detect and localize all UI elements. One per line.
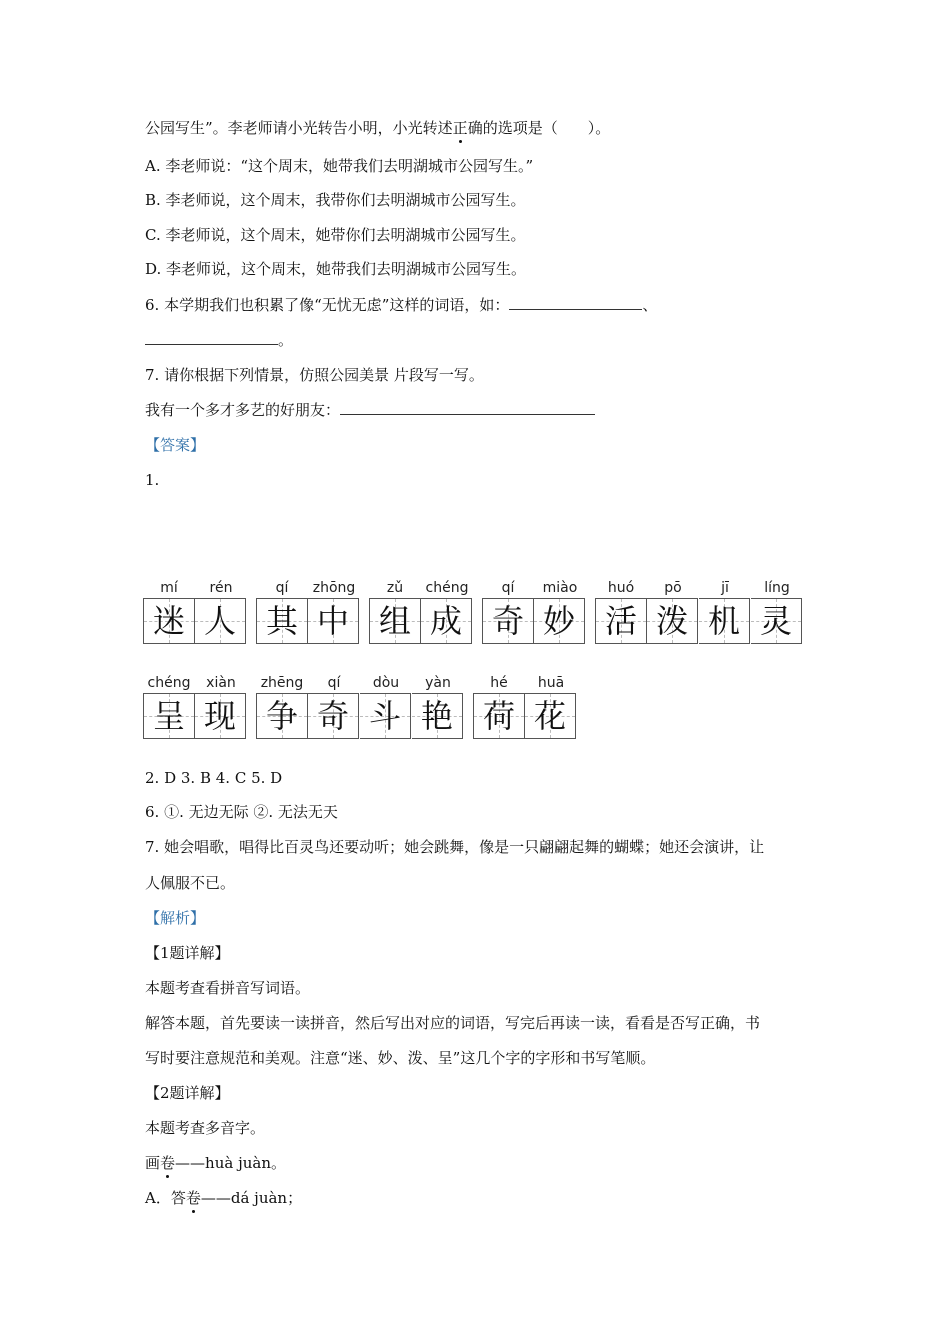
hanzi-character: 荷 (482, 697, 515, 735)
detail-1-line-3: 写时要注意规范和美观。注意“迷、妙、泼、呈”这几个字的字形和书写笔顺。 (145, 1049, 656, 1067)
character-cell (308, 673, 360, 739)
tianzige-box (143, 598, 195, 644)
pinyin-word (595, 578, 803, 644)
tianzige-box (143, 693, 195, 739)
hanzi-character: 迷 (152, 602, 185, 640)
character-cell (482, 578, 534, 644)
tianzige-box (751, 598, 802, 644)
tianzige-box (699, 598, 750, 644)
character-cell (525, 673, 577, 739)
character-cell (699, 578, 751, 644)
tianzige-box (195, 693, 246, 739)
character-cell (360, 673, 412, 739)
q5-option-c: C. 李老师说，这个周末，她带你们去明湖城市公园写生。 (145, 226, 526, 244)
detail-1-title: 【1题详解】 (145, 944, 230, 962)
pinyin-word (256, 578, 360, 644)
pinyin-word (256, 673, 464, 739)
pinyin-label: qí (327, 675, 341, 691)
hanzi-character: 中 (316, 602, 349, 640)
pinyin-label: mí (160, 580, 178, 596)
character-cell (534, 578, 586, 644)
pinyin-label: huā (537, 675, 565, 691)
answer-6: 6. ①. 无边无际 ②. 无法无天 (145, 803, 338, 821)
pinyin-label: dòu (372, 675, 400, 691)
pinyin-label: yàn (425, 675, 451, 691)
hanzi-character: 成 (429, 602, 462, 640)
pinyin-label: miào (542, 580, 578, 596)
tianzige-box (256, 693, 308, 739)
hanzi-character: 斗 (368, 697, 401, 735)
pinyin-label: rén (209, 580, 233, 596)
answers-2-to-5: 2. D 3. B 4. C 5. D (145, 769, 283, 787)
character-cell (421, 578, 473, 644)
emphasis-dot-char: 正 (452, 119, 468, 137)
tianzige-box (360, 693, 411, 739)
hanzi-character: 活 (604, 602, 637, 640)
hanzi-character: 其 (265, 602, 298, 640)
pinyin-label: zhēng (260, 675, 304, 691)
pinyin-label: qí (275, 580, 289, 596)
q7-prompt: 我有一个多才多艺的好朋友： (145, 400, 595, 420)
tianzige-box (308, 598, 359, 644)
detail-2-line-2: 画卷——huà juàn。 (145, 1154, 286, 1172)
hanzi-character: 机 (707, 602, 740, 640)
hanzi-character: 奇 (316, 697, 349, 735)
character-cell (369, 578, 421, 644)
pinyin-word (473, 673, 577, 739)
hanzi-character: 艳 (420, 697, 453, 735)
detail-2-title: 【2题详解】 (145, 1084, 230, 1102)
pinyin-word-grid-row-2 (143, 673, 586, 739)
pinyin-label: pō (664, 580, 682, 596)
pinyin-label: líng (764, 580, 790, 596)
pinyin-word (143, 578, 247, 644)
answer-1-number: 1. (145, 471, 160, 489)
detail-2-line-1: 本题考查多音字。 (145, 1119, 266, 1137)
character-cell (195, 673, 247, 739)
detail-1-line-1: 本题考查看拼音写词语。 (145, 979, 311, 997)
pinyin-label: qí (501, 580, 515, 596)
q6-question: 6. 本学期我们也积累了像“无忧无虑”这样的词语，如： 、 (145, 296, 658, 314)
hanzi-character: 妙 (542, 602, 575, 640)
character-cell (412, 673, 464, 739)
hanzi-character: 争 (265, 697, 298, 735)
character-cell (473, 673, 525, 739)
hanzi-character: 奇 (491, 602, 524, 640)
pinyin-label: jī (721, 580, 729, 596)
pinyin-word (369, 578, 473, 644)
pinyin-word (143, 673, 247, 739)
tianzige-box (256, 598, 308, 644)
character-cell (143, 673, 195, 739)
pinyin-word-grid-row-1 (143, 578, 812, 644)
pinyin-label: chéng (147, 675, 191, 691)
character-cell (751, 578, 803, 644)
tianzige-box (412, 693, 463, 739)
q6-question-cont: 。 (145, 330, 293, 350)
q5-intro: 公园写生”。李老师请小光转告小明，小光转述正确的选项是（ ）。 (145, 119, 611, 137)
q5-option-d: D. 李老师说，这个周末，她带我们去明湖城市公园写生。 (145, 260, 527, 278)
tianzige-box (369, 598, 421, 644)
pinyin-label: chéng (425, 580, 469, 596)
character-cell (256, 673, 308, 739)
answer-7-line-1: 7. 她会唱歌，唱得比百灵鸟还要动听；她会跳舞，像是一只翩翩起舞的蝴蝶；她还会演讲，让 (145, 838, 765, 856)
emphasis-dot-char: 卷 (185, 1189, 201, 1207)
hanzi-character: 泼 (655, 602, 688, 640)
answer-7-line-2: 人佩服不已。 (145, 874, 236, 892)
analysis-heading: 【解析】 (145, 909, 206, 927)
hanzi-character: 花 (533, 697, 566, 735)
tianzige-box (534, 598, 585, 644)
tianzige-box (421, 598, 472, 644)
character-cell (256, 578, 308, 644)
character-cell (308, 578, 360, 644)
tianzige-box (308, 693, 359, 739)
character-cell (647, 578, 699, 644)
hanzi-character: 现 (203, 697, 236, 735)
detail-2-line-3: A．答卷——dá juàn； (145, 1189, 303, 1207)
hanzi-character: 组 (378, 602, 411, 640)
detail-1-line-2: 解答本题，首先要读一读拼音，然后写出对应的词语，写完后再读一读，看看是否写正确，书 (145, 1014, 761, 1032)
tianzige-box (195, 598, 246, 644)
hanzi-character: 人 (203, 602, 236, 640)
character-cell (143, 578, 195, 644)
emphasis-dot-char: 卷 (160, 1154, 176, 1172)
character-cell (195, 578, 247, 644)
answer-heading: 【答案】 (145, 436, 206, 454)
answer-blank (509, 295, 642, 310)
hanzi-character: 呈 (152, 697, 185, 735)
q5-option-a: A. 李老师说：“这个周末，她带我们去明湖城市公园写生。” (145, 157, 534, 175)
tianzige-box (647, 598, 698, 644)
pinyin-word (482, 578, 586, 644)
pinyin-label: zǔ (386, 580, 404, 596)
q5-option-b: B. 李老师说，这个周末，我带你们去明湖城市公园写生。 (145, 191, 526, 209)
tianzige-box (525, 693, 576, 739)
tianzige-box (473, 693, 525, 739)
q7-question: 7. 请你根据下列情景，仿照公园美景 片段写一写。 (145, 366, 484, 384)
pinyin-label: huó (607, 580, 635, 596)
pinyin-label: zhōng (312, 580, 356, 596)
answer-blank (340, 400, 595, 415)
tianzige-box (595, 598, 647, 644)
pinyin-label: hé (490, 675, 508, 691)
hanzi-character: 灵 (759, 602, 792, 640)
answer-blank (145, 330, 278, 345)
character-cell (595, 578, 647, 644)
tianzige-box (482, 598, 534, 644)
pinyin-label: xiàn (206, 675, 236, 691)
